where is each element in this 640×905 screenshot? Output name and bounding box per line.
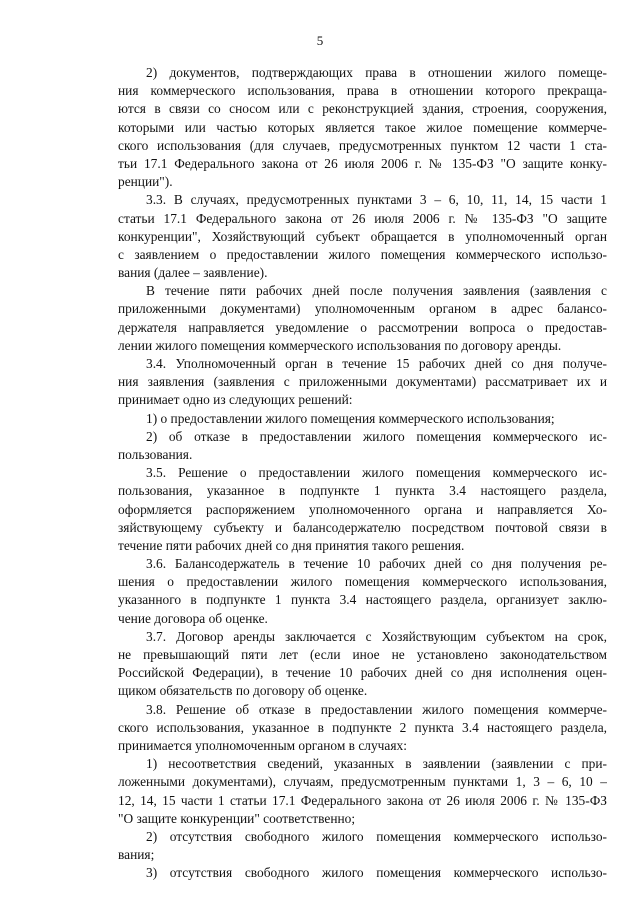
text-line: 2) отсутствия свободного жилого помещения коммерческого использо-: [146, 828, 607, 844]
text-line: течение пяти рабочих дней со дня принятия такого решения.: [118, 537, 465, 553]
text-line: ского использования, указанное в подпункте 2 пункта 3.4 настоящего раздела,: [118, 719, 607, 735]
text-line: щиком обязательств по договору об оценке.: [118, 683, 368, 699]
text-line: не превышающий пяти лет (если иное не установлено законодательством: [118, 647, 607, 662]
text-line: шения о предоставлении жилого помещения коммерческого использования,: [118, 574, 607, 590]
text-line: которыми или частью которых является такое жилое помещение коммерче-: [118, 119, 607, 135]
text-line: лении жилого помещения коммерческого использования по договору аренды.: [118, 337, 562, 353]
text-line: пользования, указанное в подпункте 1 пункта 3.4 настоящего раздела,: [118, 483, 607, 499]
text-line: приложенными документами) уполномоченным органом в адрес балансо-: [118, 301, 607, 317]
text-line: пользования.: [118, 446, 193, 462]
text-line: 12, 14, 15 части 1 статьи 17.1 Федерального закона от 26 июля 2006 г. № 135-ФЗ: [118, 792, 607, 808]
text-line: 2) об отказе в предоставлении жилого помещения коммерческого ис-: [146, 428, 607, 444]
text-line: В течение пяти рабочих дней после получения заявления (заявления с: [146, 283, 607, 299]
text-line: с заявлением о предоставлении жилого помещения коммерческого использо-: [118, 246, 607, 262]
text-line: 3.6. Балансодержатель в течение 10 рабочих дней со дня получения ре-: [146, 556, 607, 572]
text-line: Российской Федерации), в течение 10 рабочих дней со дня исполнения оцен-: [118, 665, 607, 681]
text-line: ренции").: [118, 174, 173, 190]
text-line: 2) документов, подтверждающих права в отношении жилого помеще-: [146, 65, 607, 80]
text-line: 3.4. Уполномоченный орган в течение 15 рабочих дней со дня получе-: [146, 356, 607, 371]
document-body: [118, 64, 607, 882]
text-line: 1) о предоставлении жилого помещения коммерческого использования;: [146, 410, 555, 426]
text-line: 3.8. Решение об отказе в предоставлении жилого помещения коммерче-: [146, 701, 607, 717]
text-line: принимает одно из следующих решений:: [118, 392, 353, 408]
text-line: ния заявления (заявления с приложенными документами) рассматривает их и: [118, 374, 607, 390]
text-line: 3) отсутствия свободного жилого помещения коммерческого использо-: [146, 865, 607, 881]
text-line: 3.3. В случаях, предусмотренных пунктами 3 – 6, 10, 11, 14, 15 части 1: [146, 192, 607, 208]
text-line: 1) несоответствия сведений, указанных в заявлении (заявлении с при-: [146, 756, 607, 772]
text-line: зяйствующему субъекту и балансодержателю посредством почтовой связи в: [118, 519, 607, 535]
text-line: конкуренции", Хозяйствующий субъект обращается в уполномоченный орган: [118, 228, 607, 244]
text-line: тьи 17.1 Федерального закона от 26 июля 2006 г. № 135-ФЗ "О защите конку-: [118, 155, 607, 171]
text-line: оформляется распоряжением уполномоченного органа и направляется Хо-: [118, 501, 607, 517]
text-line: вания (далее – заявление).: [118, 265, 268, 281]
text-line: "О защите конкуренции" соответственно;: [118, 810, 356, 826]
text-line: ются в связи со сносом или с реконструкцией здания, строения, сооружения,: [118, 101, 607, 117]
text-line: вания;: [118, 847, 155, 863]
text-line: 3.5. Решение о предоставлении жилого помещения коммерческого ис-: [146, 465, 607, 481]
text-line: указанного в подпункте 1 пункта 3.4 настоящего раздела, организует заклю-: [118, 592, 607, 608]
text-line: ского использования (для случаев, предусмотренных пунктом 12 части 1 ста-: [118, 137, 607, 153]
text-line: ния коммерческого использования, права в отношении которого прекраща-: [118, 83, 607, 99]
page-number: 5: [316, 33, 324, 48]
text-line: чение договора об оценке.: [118, 610, 268, 626]
text-line: 3.7. Договор аренды заключается с Хозяйствующим субъектом на срок,: [146, 628, 607, 644]
text-line: ложенными документами), случаям, предусмотренным пунктами 1, 3 – 6, 10 –: [118, 774, 607, 790]
text-line: статьи 17.1 Федерального закона от 26 июля 2006 г. № 135-ФЗ "О защите: [118, 210, 607, 226]
text-line: принимается уполномоченным органом в случаях:: [118, 737, 407, 753]
text-line: держателя направляется уведомление о рассмотрении вопроса о предостав-: [118, 319, 607, 335]
